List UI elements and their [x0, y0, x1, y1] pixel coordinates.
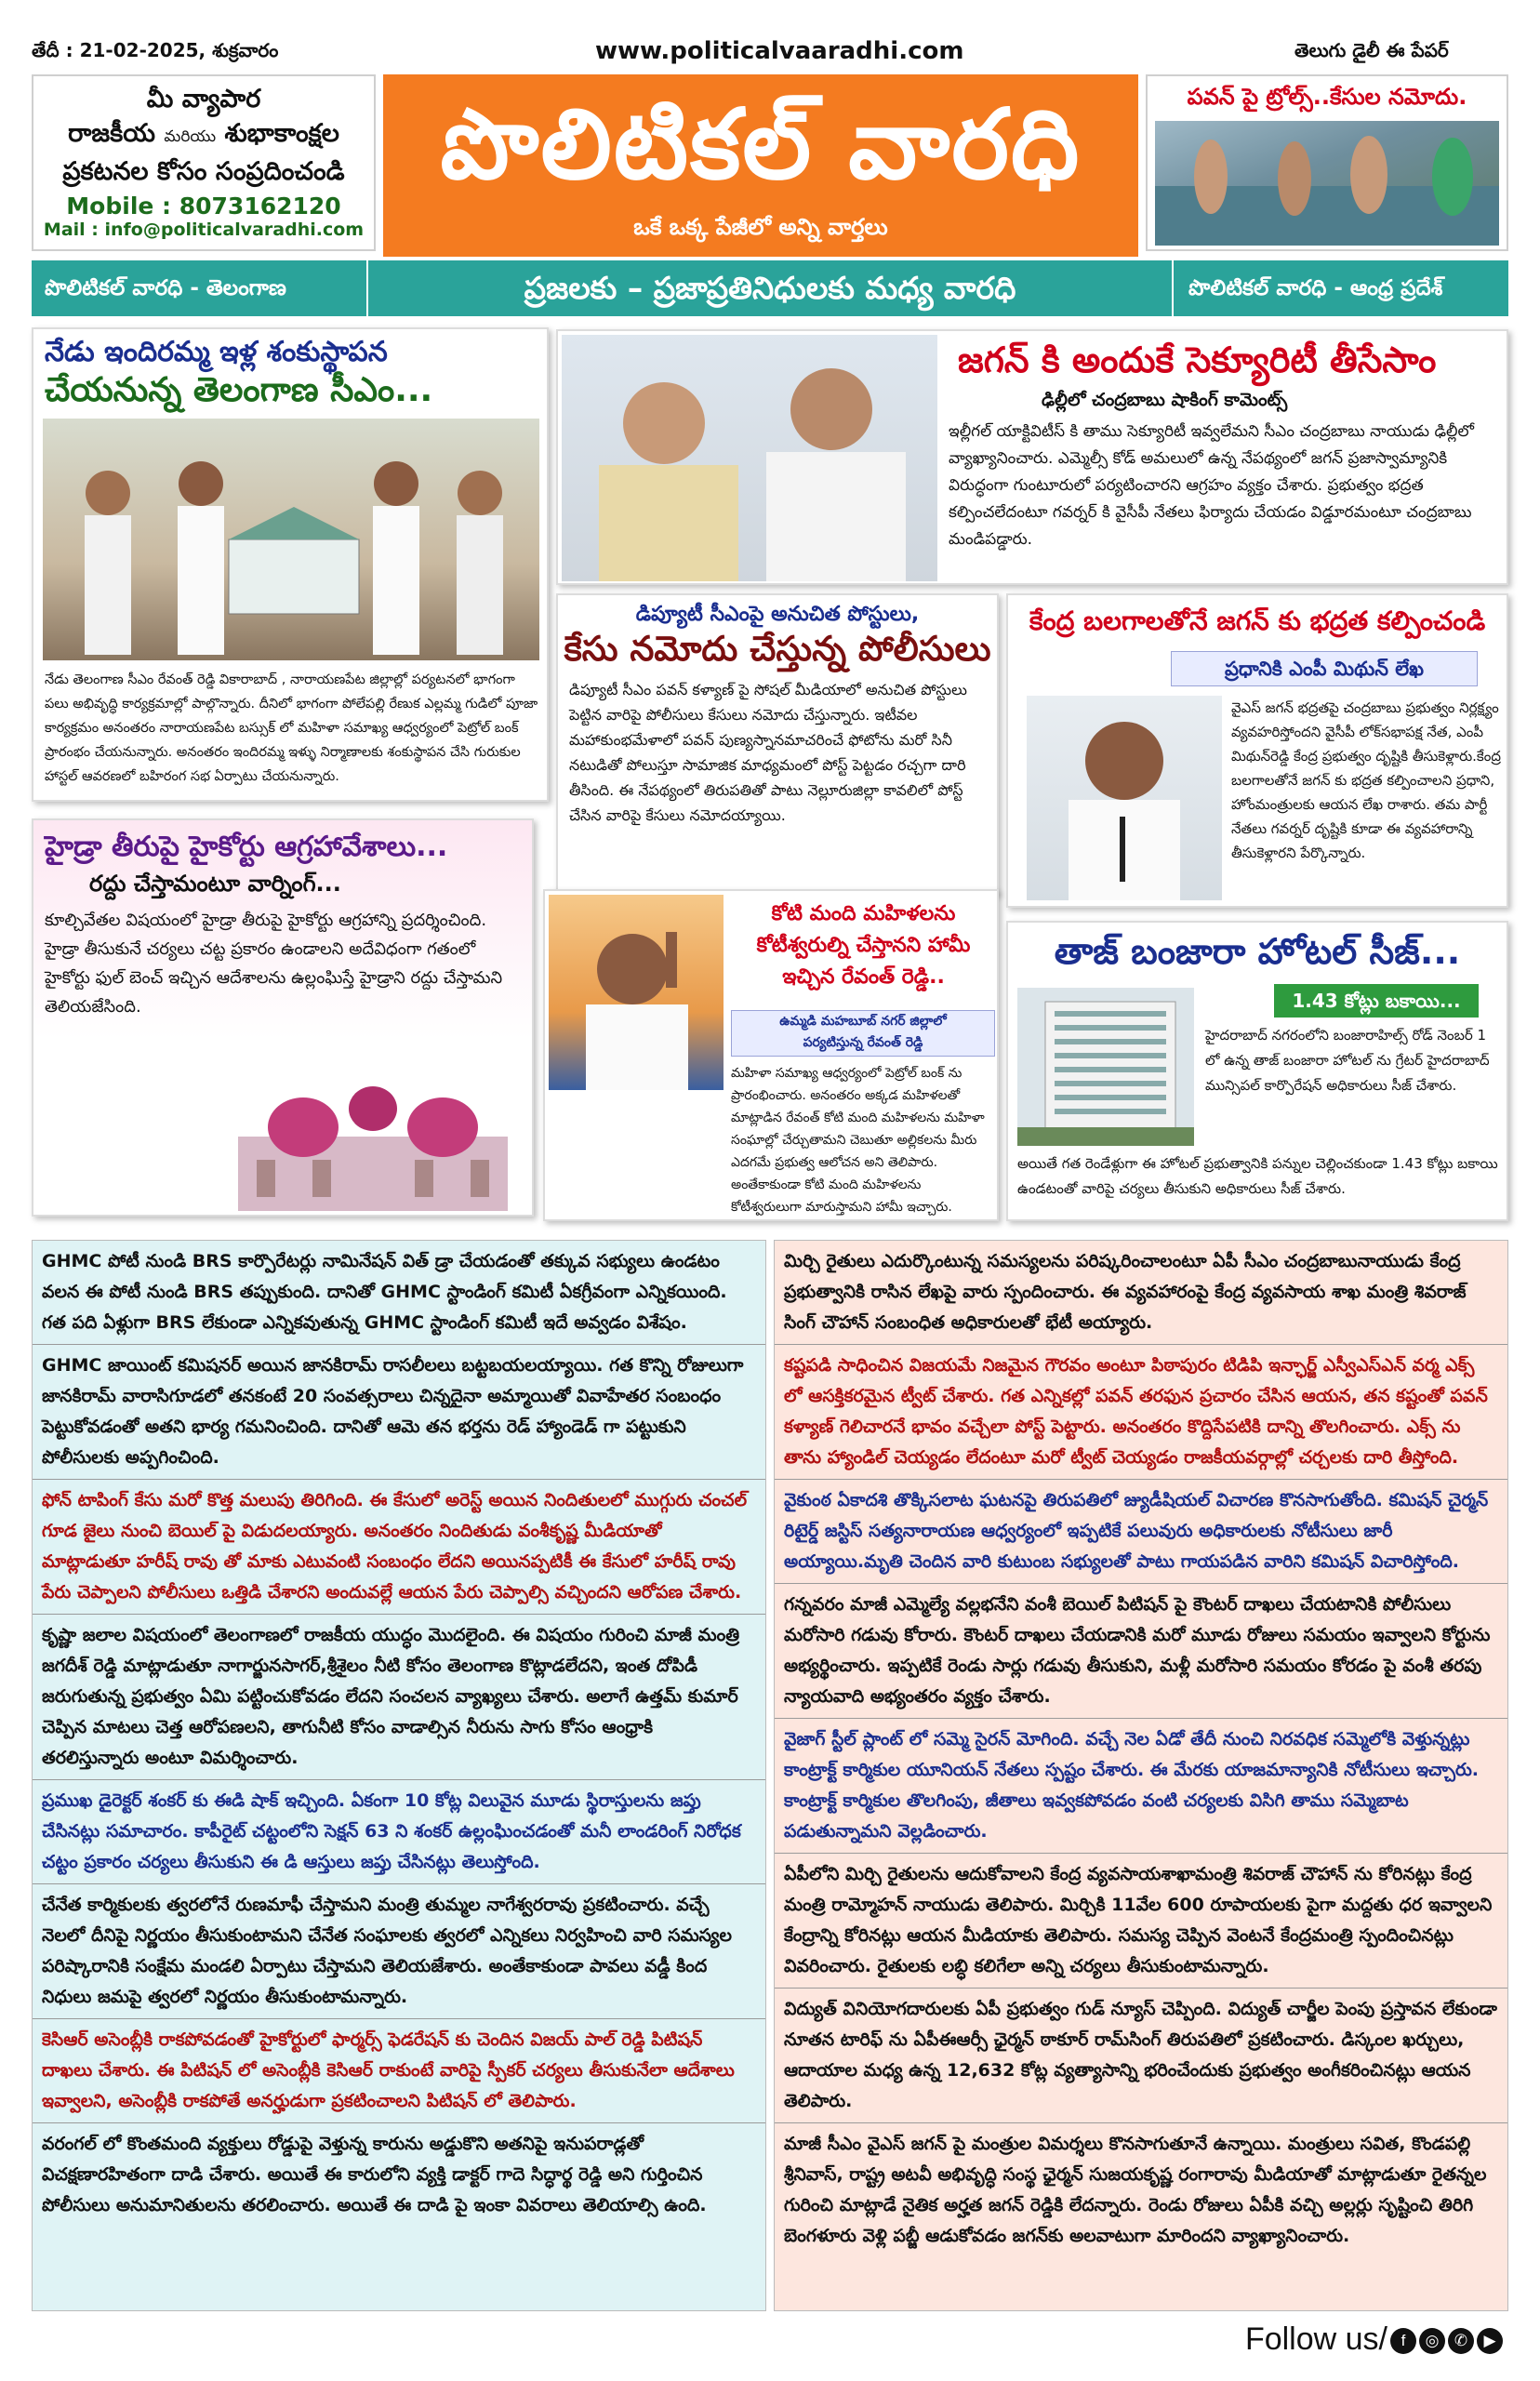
river-scene-svg — [1155, 121, 1499, 246]
masthead — [383, 74, 1138, 257]
central-forces-headline: కేంద్ర బలగాలతోనే జగన్ కు భద్రత కల్పించండి — [1029, 605, 1486, 636]
website-url[interactable]: www.politicalvaaradhi.com — [595, 37, 964, 65]
revanth-caption: ఉమ్మడి మహబూబ్ నగర్ జిల్లాలో పర్యటిస్తున్న రేవంత్ రెడ్డి — [731, 1010, 995, 1057]
section-banner — [32, 260, 1508, 316]
taj-headline: తాజ్ బంజారా హోటల్ సీజ్... — [1054, 931, 1461, 972]
story-deputy-cm[interactable] — [556, 593, 999, 895]
brief-svsn-varma: కష్టపడి సాధించిన విజయమే నిజమైన గౌరవం అంటూ పిఠాపురం టిడిపి ఇన్ఛార్జ్ ఎస్వీఎస్ఎన్ వర్మ ఎక్స్ లో ఆసక్తికరమైన ట్వీట్ చేశారు. గత ఎన్నికల్లో పవన్ తరఫున ప్రచారం చేసిన ఆయన, తన కష్టంతో పవన్ కళ్యాణ్ గెలిచారనే భావం వచ్చేలా పోస్ట్ పెట్టారు. అనంతరం కొద్దిసేపటికి దాన్ని తొలగించారు. ఎక్స్ ను తాను హ్యాండిల్ చెయ్యడం లేదంటూ మరో ట్వీట్ చెయ్యడం రాజకీయవర్గాల్లో చర్చలకు దారి తీస్తోంది. — [775, 1345, 1507, 1480]
instagram-icon[interactable]: ◎ — [1419, 2328, 1445, 2354]
revanth-headline: కోటి మంది మహిళలను కోటీశ్వరుల్ని చేస్తానని హామీ ఇచ్చిన రేవంత్ రెడ్డి.. — [756, 902, 971, 989]
mp-mithun-photo — [1027, 696, 1222, 900]
mp-portrait-svg — [1027, 696, 1222, 900]
revanth-body: మహిళా సమాఖ్య ఆధ్వర్యంలో పెట్రోల్ బంక్ ను ప్రారంభించారు. అనంతరం అక్కడ మహిళలతో మాట్లాడిన రేవంత్ కోటి మంది మహిళలను మహిళా సంఘాల్లో చేర్చుతామని చెబుతూ అల్లికలను మీరు ఎదగమే ప్రభుత్వ ఆలోచన అని తెలిపారు. అంతేకాకుండా కోటి మంది మహిళలను కోటీశ్వరులుగా మారుస్తామని హామీ ఇచ్చారు. — [731, 1066, 985, 1215]
indiramma-body: నేడు తెలంగాణ సీఎం రేవంత్ రెడ్డి వికారాబాద్ , నారాయణపేట జిల్లాల్లో పర్యటనలో భాగంగా పలు అభివృద్ధి కార్యక్రమాల్లో పాల్గొన్నారు. దీనిలో భాగంగా పోలేపల్లి రేణుక ఎల్లమ్మ గుడిలో పూజా కార్యక్రమం అనంతరం నారాయణపేట బస్సుక్ లో మహిళా సమాఖ్య ఆధ్వర్యంలో పెట్రోల్ బంక్ ప్రారంభం చేయనున్నారు. అనంతరం ఇందిరమ్మ ఇళ్ళు నిర్మాణాలకు శంకుస్థాపన చేసి గురుకుల హాస్టల్ ఆవరణలో బహిరంగ సభ ఏర్పాటు చేయనున్నారు. — [45, 672, 538, 784]
hydra-body: కూల్చివేతల విషయంలో హైడ్రా తీరుపై హైకోర్టు ఆగ్రహాన్ని ప్రదర్శించింది. హైడ్రా తీసుకునే చర్యలు చట్ట ప్రకారం ఉండాలని అదేవిధంగా గతంలో హైకోర్టు ఫుల్ బెంచ్ ఇచ్చిన ఆదేశాలను ఉల్లంఘిస్తే హైడ్రాని రద్దు చేస్తామని తెలియజేసింది. — [45, 911, 503, 1018]
story-central-forces[interactable] — [1006, 593, 1508, 908]
story-taj-banjara[interactable] — [1006, 921, 1508, 1221]
ad-line-3: ప్రకటనల కోసం సంప్రదించండి — [62, 157, 345, 186]
deputy-cm-headline-1: డిప్యూటీ సీఎంపై అనుచిత పోస్టులు, — [635, 603, 920, 626]
brief-mirchi-farmers: మిర్చి రైతులు ఎదుర్కొంటున్న సమస్యలను పరిష్కరించాలంటూ ఏపీ సీఎం చంద్రబాబునాయుడు కేంద్ర ప్రభుత్వానికి రాసిన లేఖపై వారు స్పందించారు. ఈ వ్యవహారంపై కేంద్ర వ్యవసాయ శాఖ మంత్రి శివరాజ్ సింగ్ చౌహాన్ సంబంధిత అధికారులతో భేటీ అయ్యారు. — [775, 1241, 1507, 1345]
indiramma-headline-2: చేయనున్న తెలంగాణ సీఎం... — [45, 370, 433, 409]
banner-telangana[interactable]: పొలిటికల్ వారధి - తెలంగాణ — [45, 276, 286, 300]
indiramma-photo — [43, 419, 539, 660]
youtube-icon[interactable]: ▶ — [1477, 2328, 1503, 2354]
brief-vallabhaneni-vamsi: గన్నవరం మాజీ ఎమ్మెల్యే వల్లభనేని వంశీ బెయిల్ పిటిషన్ పై కౌంటర్ దాఖలు చేయటానికి పోలీసులు మరోసారి గడువు కోరారు. కౌంటర్ దాఖలు చేయడానికి మరో మూడు రోజులు సమయం ఇవ్వాలని కోర్టును అభ్యర్థించారు. ఇప్పటికే రెండు సార్లు గడువు తీసుకుని, మళ్లీ మరోసారి సమయం కోరడం పై వంశీ తరపు న్యాయవాది అభ్యంతరం వ్యక్తం చేశారు. — [775, 1584, 1507, 1719]
top-right-headline: పవన్ పై ట్రోల్స్..కేసుల నమోదు. — [1187, 84, 1467, 110]
follow-us-label: Follow us/ — [1244, 2321, 1387, 2357]
brief-electricity-tariff: విద్యుత్ వినియోగదారులకు ఏపీ ప్రభుత్వం గుడ్ న్యూస్ చెప్పింది. విద్యుత్ చార్జీల పెంపు ప్రస్తావన లేకుండా నూతన టారిఫ్ ను ఏపీఈఆర్సీ ఛైర్మన్ ఠాకూర్ రామ్‌సింగ్ తిరుపతిలో ప్రకటించారు. డిస్కంల ఖర్చులు, ఆదాయాల మధ్య ఉన్న 12,632 కోట్ల వ్యత్యాసాన్ని భరించేందుకు ప్రభుత్వం అంగీకరించినట్లు ఆయన తెలిపారు. — [775, 1989, 1507, 2123]
central-forces-subtitle: ప్రధానికి ఎంపీ మిథున్ లేఖ — [1171, 651, 1478, 686]
advertisement-box — [32, 74, 376, 251]
newspaper-logo: పొలిటికల్ వారధి — [440, 86, 1082, 201]
jagan-security-subtitle: ఢిల్లీలో చంద్రబాబు షాకింగ్ కామెంట్స్ — [1042, 390, 1288, 410]
river-bath-photo — [1155, 121, 1499, 246]
brief-mirchi-price: ఏపీలోని మిర్చి రైతులను ఆదుకోవాలని కేంద్ర వ్యవసాయశాఖామంత్రి శివరాజ్ చౌహాన్ ను కోరినట్లు కేంద్ర మంత్రి రామ్మోహన్ నాయుడు తెలిపారు. మిర్చికి 11వేల 600 రూపాయలకు పైగా మద్దతు ధర ఇవ్వాలని కేంద్రాన్ని కోరినట్లు ఆయన మీడియాకు తెలిపారు. సమస్య చెప్పిన వెంటనే కేంద్రమంత్రి స్పందించినట్లు వివరించారు. రైతులకు లబ్ధి కలిగేలా అన్ని చర్యలు తీసుకుంటామన్నారు. — [775, 1854, 1507, 1989]
taj-body-2: అయితే గత రెండేళ్లుగా ఈ హోటల్ ప్రభుత్వానికి పన్నుల చెల్లించకుండా 1.43 కోట్లు బకాయి ఉండటంతో వారిపై చర్యలు తీసుకుని అధికారులు సీజ్ చేశారు. — [1017, 1155, 1498, 1197]
brief-director-shankar: ప్రముఖ డైరెక్టర్ శంకర్ కు ఈడి షాక్ ఇచ్చింది. ఏకంగా 10 కోట్ల విలువైన మూడు స్థిరాస్తులను జప్తు చేసినట్లు సమాచారం. కాపీరైట్ చట్టంలోని సెక్షన్ 63 ని శంకర్ ఉల్లంఘించడంతో మనీ లాండరింగ్ నిరోధక చట్టం ప్రకారం చర్యలు తీసుకుని ఈ డి ఆస్తులు జప్తు చేసినట్లు తెలుస్తోంది. — [33, 1780, 765, 1884]
deputy-cm-body: డిప్యూటీ సీఎం పవన్ కళ్యాణ్ పై సోషల్ మీడియాలో అనుచిత పోస్టులు పెట్టిన వారిపై పోలీసులు కేసులు నమోదు చేస్తున్నారు. ఇటీవల మహాకుంభమేళాలో పవన్ పుణ్యస్నానమాచరించే ఫోటోను మరో సినీ నటుడితో పోలుస్తూ సామాజిక మాధ్యమంలో పోస్ట్ పెట్టడం రచ్చగా దారి తీసింది. ఈ నేపథ్యంలో తిరుపతితో పాటు నెల్లూరుజిల్లా కావలిలో పోస్ట్ చేసిన వారిపై కేసులు నమోదయ్యాయి. — [569, 680, 967, 824]
whatsapp-icon[interactable]: ✆ — [1448, 2328, 1474, 2354]
taj-hotel-photo — [1017, 988, 1194, 1146]
indiramma-headline-1: నేడు ఇందిరమ్మ ఇళ్ల శంకుస్థాపన — [45, 336, 388, 368]
brief-phone-tapping: ఫోన్ టాపింగ్ కేసు మరో కొత్త మలుపు తిరిగింది. ఈ కేసులో అరెస్ట్ అయిన నిందితులలో ముగ్గురు చంచల్ గూడ జైలు నుంచి బెయిల్ పై విడుదలయ్యారు. అనంతరం నిందితుడు వంశీకృష్ణ మీడియాతో మాట్లాడుతూ హరీష్ రావు తో మాకు ఎటువంటి సంబంధం లేదని అయినప్పటికీ ఈ కేసులో హరీష్ రావు పేరు చెప్పాలని పోలీసులు ఒత్తిడి చేశారని అందువల్లే ఆయన పేరు చెప్పాల్సి వచ్చిందని ఆరోపణ చేశారు. — [33, 1480, 765, 1615]
story-jagan-security[interactable] — [556, 329, 1508, 585]
ad-line-1: మీ వ్యాపార — [146, 85, 261, 113]
ceremony-photo-svg — [43, 419, 539, 660]
telangana-briefs-column — [32, 1240, 766, 2311]
brief-vaikunta-ekadasi: వైకుంఠ ఏకాదశి తొక్కిసలాట ఘటనపై తిరుపతిలో జ్యుడీషియల్ విచారణ కొనసాగుతోంది. కమిషన్ చైర్మన్ రిటైర్డ్ జస్టిస్ సత్యనారాయణ ఆధ్వర్యంలో ఇప్పటికే పలువురు అధికారులకు నోటీసులు జారీ అయ్యాయి.మృతి చెందిన వారి కుటుంబ సభ్యులతో పాటు గాయపడిన వారిని కమిషన్ విచారిస్తోంది. — [775, 1480, 1507, 1584]
high-court-svg — [219, 1071, 526, 1211]
central-forces-body: వైఎస్ జగన్ భద్రతపై చంద్రబాబు ప్రభుత్వం నిర్లక్ష్యం వ్యవహరిస్తోందని వైసీపీ లోక్‌సభాపక్ష నేత, ఎంపీ మిథున్‌రెడ్డి కేంద్ర ప్రభుత్వం దృష్టికి తీసుకెళ్లారు.కేంద్ర బలగాలతోనే జగన్ కు భద్రత కల్పించాలని ప్రధాని, హోంమంత్రులకు ఆయన లేఖ రాశారు. తమ పార్టీ నేతలు గవర్నర్ దృష్టికి కూడా ఈ వ్యవహారాన్ని తీసుకెళ్లారని పేర్కొన్నారు. — [1231, 699, 1501, 861]
brief-kcr-assembly: కెసిఆర్ అసెంబ్లీకి రాకపోవడంతో హైకోర్టులో ఫార్మర్స్ ఫెడరేషన్ కు చెందిన విజయ్ పాల్ రెడ్డి పిటిషన్ దాఖలు చేశారు. ఈ పిటిషన్ లో అసెంబ్లీకి కెసిఆర్ రాకుంటే వారిపై స్పీకర్ చర్యలు తీసుకునేలా ఆదేశాలు ఇవ్వాలని, అసెంబ్లీకి రాకపోతే అనర్హుడుగా ప్రకటించాలని పిటిషన్ లో తెలిపారు. — [33, 2019, 765, 2123]
ad-line-2: రాజకీయ మరియు శుభాకాంక్షల — [68, 119, 339, 148]
andhra-briefs-column — [774, 1240, 1508, 2311]
story-revanth[interactable] — [543, 889, 999, 1221]
ad-mail: Mail : info@politicalvaradhi.com — [43, 219, 365, 240]
revanth-portrait-svg — [549, 895, 724, 1090]
jagan-security-headline: జగన్ కి అందుకే సెక్యూరిటీ తీసేసాం — [958, 339, 1437, 380]
hydra-headline: హైడ్రా తీరుపై హైకోర్టు ఆగ్రహావేశాలు... — [45, 831, 448, 863]
deputy-cm-headline-2: కేసు నమోదు చేస్తున్న పోలీసులు — [564, 629, 991, 670]
story-indiramma[interactable] — [32, 327, 549, 802]
brief-krishna-waters: కృష్ణా జలాల విషయంలో తెలంగాణలో రాజకీయ యుద్ధం మొదలైంది. ఈ విషయం గురించి మాజీ మంత్రి జగదీశ్ రెడ్డి మాట్లాడుతూ నాగార్జునసాగర్,శ్రీశైలం నీటి కోసం తెలంగాణ కొట్లాడలేదని, ఇంత దోపిడీ జరుగుతున్న ప్రభుత్వం ఏమి పట్టించుకోవడం లేదని సంచలన వ్యాఖ్యలు చేశారు. అలాగే ఉత్తమ్ కుమార్ చెప్పిన మాటలు చెత్త ఆరోపణలని, తాగునీటి కోసం వాడాల్సిన నీరును సాగు కోసం ఆంధ్రాకి తరలిస్తున్నారు అంటూ విమర్శించారు. — [33, 1615, 765, 1780]
hotel-building-svg — [1017, 988, 1194, 1146]
taj-body-1: హైదరాబాద్ నగరంలోని బంజారాహిల్స్ రోడ్ నెంబర్ 1 లో ఉన్న తాజ్ బంజారా హోటల్ ను గ్రేటర్ హైదరాబాద్ మున్సిపల్ కార్పొరేషన్ అధికారులు సీజ్ చేశారు. — [1205, 1027, 1490, 1094]
banner-andhra[interactable]: పొలిటికల్ వారధి - ఆంధ్ర ప్రదేశ్ — [1188, 276, 1443, 300]
brief-warangal-attack: వరంగల్ లో కొంతమంది వ్యక్తులు రోడ్డుపై వెళ్తున్న కారును అడ్డుకొని అతనిపై ఇనుపరాడ్లతో విచక్షణారహితంగా దాడి చేశారు. అయితే ఈ కారులోని వ్యక్తి డాక్టర్ గాదె సిద్ధార్థ రెడ్డి అని గుర్తించిన పోలీసులు అనుమానితులను తరలించారు. అయితే ఈ దాడి పై ఇంకా వివరాలు తెలియాల్సి ఉంది. — [42, 2134, 707, 2215]
portrait-pair-svg — [562, 335, 937, 581]
issue-date: తేదీ : 21-02-2025, శుక్రవారం — [32, 39, 279, 61]
chandrababu-jagan-photo — [562, 335, 937, 581]
tagline: ఒకే ఒక్క పేజీలో అన్ని వార్తలు — [633, 214, 888, 240]
story-hydra[interactable] — [32, 818, 534, 1217]
brief-handloom: చేనేత కార్మికులకు త్వరలోనే రుణమాఫీ చేస్తామని మంత్రి తుమ్మల నాగేశ్వరరావు ప్రకటించారు. వచ్చే నెలలో దీనిపై నిర్ణయం తీసుకుంటామని చేనేత సంఘాలకు త్వరలో ఎన్నికలు నిర్వహించి వారి సమస్యల పరిష్కారానికి సంక్షేమ మండలి ఏర్పాటు చేస్తామని తెలియజేశారు. అంతేకాకుండా పావలు వడ్డీ కింద నిధులు జమపై త్వరలో నిర్ణయం తీసుకుంటామన్నారు. — [33, 1884, 765, 2019]
ad-mobile: Mobile : 8073162120 — [66, 193, 341, 219]
brief-janakiram: GHMC జాయింట్ కమిషనర్ అయిన జానకిరామ్ రాసలీలలు బట్టబయలయ్యాయి. గత కొన్ని రోజులుగా జానకిరామ్ వారాసిగూడలో తనకంటే 20 సంవత్సరాలు చిన్నదైనా అమ్మాయితో వివాహేతర సంబంధం పెట్టుకోవడంతో అతని భార్య గమనించింది. దానితో ఆమె తన భర్తను రెడ్ హ్యాండెడ్ గా పట్టుకుని పోలీసులకు అప్పగించింది. — [33, 1345, 765, 1480]
facebook-icon[interactable]: f — [1390, 2328, 1416, 2354]
taj-dues-badge: 1.43 కోట్లు బకాయి... — [1274, 984, 1479, 1018]
hydra-subtitle: రద్దు చేస్తామంటూ వార్నింగ్... — [89, 870, 341, 897]
brief-ghmc-standing: GHMC పోటీ నుండి BRS కార్పొరేటర్లు నామినేషన్ విత్ డ్రా చేయడంతో తక్కువ సభ్యులు ఉండటం వలన ఈ పోటీ నుండి BRS తప్పుకుంది. దానితో GHMC స్టాండింగ్ కమిటీ ఏకగ్రీవంగా ఎన్నికయింది. గత పది ఏళ్లుగా BRS లేకుండా ఎన్నికవుతున్న GHMC స్టాండింగ్ కమిటీ ఇదే అవ్వడం విశేషం. — [33, 1241, 765, 1345]
top-right-story[interactable] — [1146, 74, 1508, 251]
revanth-photo — [549, 895, 724, 1090]
brief-vizag-steel: వైజాగ్ స్టీల్ ప్లాంట్ లో సమ్మె సైరన్ మోగింది. వచ్చే నెల ఏడో తేదీ నుంచి నిరవధిక సమ్మెలోకి వెళ్తున్నట్లు కాంట్రాక్ట్ కార్మికుల యూనియన్ నేతలు స్పష్టం చేశారు. ఈ మేరకు యాజమాన్యానికి నోటీసులు ఇచ్చారు. కాంట్రాక్ట్ కార్మికుల తొలగింపు, జీతాలు ఇవ్వకపోవడం వంటి చర్యలకు విసిగి తాము సమ్మెబాట పడుతున్నామని వెల్లడించారు. — [775, 1719, 1507, 1854]
follow-us — [1245, 2321, 1503, 2358]
edition-label: తెలుగు డైలీ ఈ పేపర్ — [1294, 39, 1449, 61]
banner-center: ప్రజలకు – ప్రజాప్రతినిధులకు మధ్య వారధి — [366, 260, 1174, 316]
high-court-illustration — [219, 1071, 526, 1211]
jagan-security-body: ఇల్లీగల్ యాక్టివిటీస్ కి తాము సెక్యూరిటీ ఇవ్వలేమని సీఎం చంద్రబాబు నాయుడు ఢిల్లీలో వ్యాఖ్యానించారు. ఎమ్మెల్సీ కోడ్ అమలులో ఉన్న నేపథ్యంలో జగన్ ప్రజాస్వామ్యానికి విరుద్ధంగా గుంటూరులో పర్యటించారని ఆగ్రహం వ్యక్తం చేశారు. ప్రభుత్వం భద్రత కల్పించలేదంటూ గవర్నర్ కి వైసీపీ నేతలు ఫిర్యాదు చేయడం విడ్డూరమంటూ చంద్రబాబు మండిపడ్డారు. — [949, 422, 1474, 549]
brief-ministers-jagan: మాజీ సీఎం వైఎస్ జగన్ పై మంత్రుల విమర్శలు కొనసాగుతూనే ఉన్నాయి. మంత్రులు సవిత, కొండపల్లి శ్రీనివాస్, రాష్ట్ర అటవీ అభివృద్ధి సంస్థ ఛైర్మన్ సుజయకృష్ణ రంగారావు మీడియాతో మాట్లాడుతూ రైతన్నల గురించి మాట్లాడే నైతిక అర్హత జగన్ రెడ్డికి లేదన్నారు. రెండు రోజులు ఏపీకి వచ్చి అల్లర్లు సృష్టించి తిరిగి బెంగళూరు వెళ్లి పబ్జీ ఆడుకోవడం జగన్‌కు అలవాటుగా మారిందని వ్యాఖ్యానించారు. — [784, 2134, 1487, 2246]
